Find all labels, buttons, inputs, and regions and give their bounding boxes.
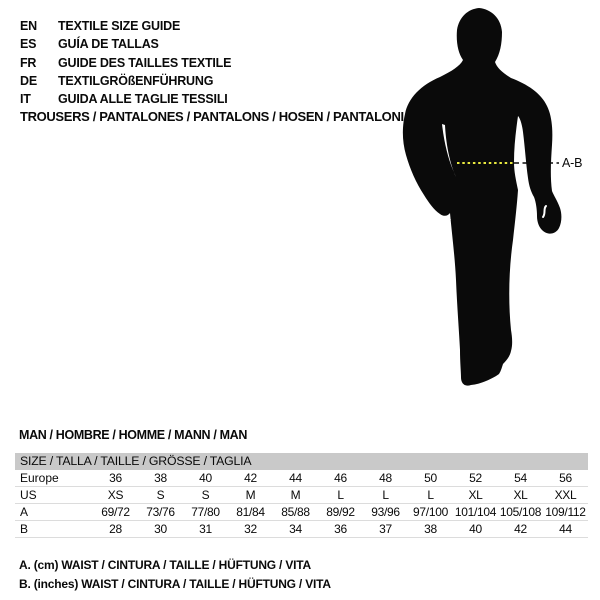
table-cell: 44 [289,471,302,485]
table-cell: L [382,488,389,502]
table-cell: 69/72 [101,505,130,519]
table-cell: 38 [424,522,437,536]
gender-heading: MAN / HOMBRE / HOMME / MANN / MAN [19,428,248,442]
man-silhouette [403,8,562,386]
language-code: IT [20,92,31,107]
table-cell: 44 [559,522,572,536]
table-cell: XL [513,488,528,502]
table-cell: 97/100 [413,505,448,519]
table-cell: 38 [154,471,167,485]
language-row [20,90,231,108]
table-cell: 109/112 [545,505,586,519]
table-row [15,487,588,504]
table-cell: XL [468,488,483,502]
table-cell: 31 [199,522,212,536]
measurement-note: A. (cm) WAIST / CINTURA / TAILLE / HÜFTUNG / VITA [19,558,311,572]
table-cell: 50 [424,471,437,485]
table-row [15,470,588,487]
size-table-header: SIZE / TALLA / TAILLE / GRÖSSE / TAGLIA [15,453,588,470]
table-cell: 89/92 [326,505,355,519]
row-label: A [20,505,29,519]
language-code: DE [20,73,37,88]
table-cell: M [290,488,301,502]
size-table [15,453,588,538]
language-title: GUÍA DE TALLAS [58,37,159,52]
table-cell: XXL [554,488,577,502]
table-cell: 42 [514,522,527,536]
table-cell: 105/108 [499,505,542,519]
table-cell: 54 [514,471,527,485]
table-cell: S [201,488,210,502]
table-cell: L [337,488,344,502]
language-row [20,35,231,53]
table-cell: 48 [379,471,392,485]
language-title: GUIDE DES TAILLES TEXTILE [58,55,232,70]
table-cell: 36 [109,471,122,485]
row-label: Europe [20,471,59,485]
table-cell: 32 [244,522,257,536]
table-cell: 28 [109,522,122,536]
table-cell: 77/80 [191,505,220,519]
measurement-note: B. (inches) WAIST / CINTURA / TAILLE / HÜFTUNG / VITA [19,576,331,591]
table-cell: 40 [199,471,212,485]
table-cell: 34 [289,522,302,536]
table-cell: L [427,488,434,502]
language-code: FR [20,55,37,70]
table-cell: 46 [334,471,347,485]
measurement-notes [19,556,331,593]
language-row [20,54,231,72]
table-cell: 56 [559,471,572,485]
category-heading: TROUSERS / PANTALONES / PANTALONS / HOSEN / PANTALONI [20,109,404,124]
table-cell: 36 [334,522,347,536]
language-code: ES [20,37,37,52]
table-cell: 52 [469,471,482,485]
table-cell: 30 [154,522,167,536]
language-title: TEXTILGRÖßENFÜHRUNG [58,73,214,88]
row-label: B [20,522,29,536]
language-row [20,72,231,90]
language-guide-list [20,17,231,108]
table-cell: XS [107,488,124,502]
table-row [15,521,588,538]
language-title: GUIDA ALLE TAGLIE TESSILI [58,92,228,107]
table-cell: 40 [469,522,482,536]
table-cell: S [156,488,165,502]
table-cell: M [245,488,256,502]
language-row [20,17,231,35]
table-cell: 101/104 [454,505,497,519]
measurement-label: A-B [562,156,583,170]
language-title: TEXTILE SIZE GUIDE [58,19,181,33]
table-row [15,504,588,521]
pocket-notch [437,216,451,227]
table-cell: 42 [244,471,257,485]
table-cell: 37 [379,522,392,536]
table-cell: 73/76 [146,505,175,519]
row-label: US [20,488,37,502]
table-cell: 85/88 [281,505,310,519]
language-code: EN [20,19,37,33]
table-cell: 81/84 [236,505,265,519]
table-cell: 93/96 [371,505,400,519]
